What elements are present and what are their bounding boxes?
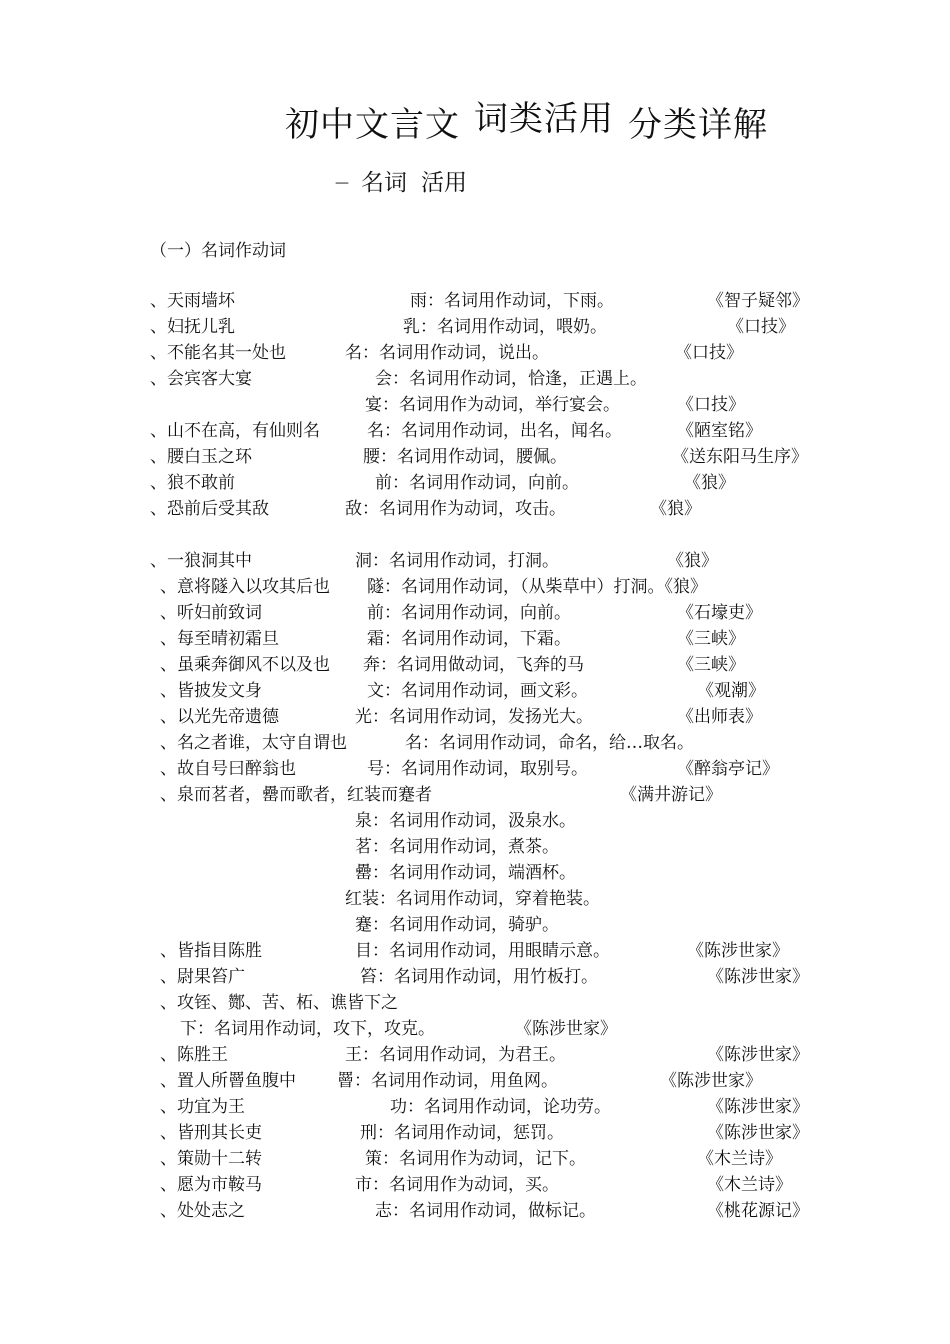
entry-row — [0, 990, 950, 1016]
entry-row — [0, 730, 950, 756]
entry-sentence: 、虽乘奔御风不以及也 — [160, 655, 330, 675]
section-heading: （一）名词作动词 — [150, 241, 286, 261]
entry-explanation: 茗：名词用作动词，煮茶。 — [355, 837, 559, 857]
entry-row — [0, 678, 950, 704]
entry-source: 《口技》 — [675, 343, 743, 363]
entry-sentence: 、皆刑其长吏 — [160, 1123, 262, 1143]
entry-sentence: 、山不在高，有仙则名 — [150, 421, 320, 441]
entry-sentence: 、腰白玉之环 — [150, 447, 252, 467]
entry-sentence: 、泉而茗者，罍而歌者，红装而蹇者 — [160, 785, 432, 805]
entry-explanation: 乳：名词用作动词，喂奶。 — [403, 317, 607, 337]
entry-sentence: 、故自号曰醉翁也 — [160, 759, 296, 779]
entry-sentence: 、置人所罾鱼腹中 — [160, 1071, 296, 1091]
entry-source: 《陈涉世家》 — [707, 1045, 809, 1065]
entry-source: 《狼》 — [684, 473, 735, 493]
subtitle-part: 名词 — [361, 170, 407, 196]
entry-explanation: 敌：名词用作为动词，攻击。 — [345, 499, 566, 519]
entry-row — [0, 860, 950, 886]
entry-explanation: 蹇：名词用作动词，骑驴。 — [355, 915, 559, 935]
entry-row — [0, 1120, 950, 1146]
entry-sentence: 、尉果笞广 — [160, 967, 245, 987]
entry-sentence: 、攻铚、酂、苦、柘、谯皆下之 — [160, 993, 398, 1013]
entry-row — [0, 314, 950, 340]
entry-source: 《口技》 — [677, 395, 745, 415]
entry-explanation: 霜：名词用作动词，下霜。 — [367, 629, 571, 649]
entry-explanation: 功：名词用作动词，论功劳。 — [390, 1097, 611, 1117]
entry-row — [0, 1146, 950, 1172]
entry-row — [0, 340, 950, 366]
entry-sentence: 、愿为市鞍马 — [160, 1175, 262, 1195]
subtitle-marker: — — [335, 175, 349, 191]
entry-source: 《狼》 — [650, 499, 701, 519]
entry-sentence: 、皆指目陈胜 — [160, 941, 262, 961]
entry-explanation: 目：名词用作动词，用眼睛示意。 — [355, 941, 610, 961]
title-part: 词类活用 — [474, 99, 614, 139]
entry-explanation: 腰：名词用作动词，腰佩。 — [363, 447, 567, 467]
entry-row — [0, 834, 950, 860]
entry-source: 《陈涉世家》 — [687, 941, 789, 961]
entry-sentence: 、皆披发文身 — [160, 681, 262, 701]
entry-source: 《木兰诗》 — [707, 1175, 792, 1195]
entry-source: 《三峡》 — [677, 655, 745, 675]
entry-explanation: 红装：名词用作动词，穿着艳装。 — [345, 889, 600, 909]
entry-row — [0, 938, 950, 964]
entry-row — [0, 366, 950, 392]
entry-explanation: 奔：名词用做动词，飞奔的马 — [363, 655, 584, 675]
entry-row — [0, 444, 950, 470]
entry-sentence: 、功宜为王 — [160, 1097, 245, 1117]
title-part: 分类详解 — [628, 105, 768, 145]
entry-explanation: 隧：名词用作动词，（从柴草中）打洞。《狼》 — [367, 577, 707, 597]
entry-row — [0, 1172, 950, 1198]
entry-sentence: 、以光先帝遗德 — [160, 707, 279, 727]
entry-row — [0, 964, 950, 990]
entry-row — [0, 808, 950, 834]
entry-row — [0, 1042, 950, 1068]
entry-row — [0, 470, 950, 496]
entry-row — [0, 782, 950, 808]
entry-row — [0, 600, 950, 626]
entry-explanation: 号：名词用作动词，取别号。 — [367, 759, 588, 779]
entry-sentence: 、每至晴初霜旦 — [160, 629, 279, 649]
entry-explanation: 名：名词用作动词，命名，给…取名。 — [405, 733, 694, 753]
entry-source: 《狼》 — [667, 551, 718, 571]
entry-row — [0, 418, 950, 444]
entry-sentence: 、不能名其一处也 — [150, 343, 286, 363]
entry-explanation: 王：名词用作动词，为君王。 — [345, 1045, 566, 1065]
entry-explanation: 前：名词用作动词，向前。 — [375, 473, 579, 493]
entry-explanation: 志：名词用作动词，做标记。 — [375, 1201, 596, 1221]
entry-sentence: 、听妇前致词 — [160, 603, 262, 623]
entry-source: 《醉翁亭记》 — [677, 759, 779, 779]
entry-row — [0, 1016, 950, 1042]
entry-row — [0, 574, 950, 600]
entry-explanation: 前：名词用作动词，向前。 — [367, 603, 571, 623]
entry-row — [0, 626, 950, 652]
entry-row — [0, 496, 950, 522]
entry-source: 《陋室铭》 — [677, 421, 762, 441]
entry-row — [0, 1198, 950, 1224]
entry-source: 《木兰诗》 — [697, 1149, 782, 1169]
entry-sentence: 、陈胜王 — [160, 1045, 228, 1065]
title-part: 初中文言文 — [285, 105, 460, 145]
entry-explanation: 文：名词用作动词，画文彩。 — [367, 681, 588, 701]
entry-source: 《陈涉世家》 — [660, 1071, 762, 1091]
entry-sentence: 、妇抚儿乳 — [150, 317, 235, 337]
entry-source: 《石壕吏》 — [677, 603, 762, 623]
entry-explanation: 宴：名词用作为动词，举行宴会。 — [365, 395, 620, 415]
entry-sentence: 、狼不敢前 — [150, 473, 235, 493]
entry-row — [0, 756, 950, 782]
entry-explanation: 罍：名词用作动词，端酒杯。 — [355, 863, 576, 883]
entry-row — [0, 652, 950, 678]
entry-explanation: 光：名词用作动词，发扬光大。 — [355, 707, 593, 727]
entry-row — [0, 704, 950, 730]
entry-explanation: 笞：名词用作动词，用竹板打。 — [360, 967, 598, 987]
entry-sentence: 、策勋十二转 — [160, 1149, 262, 1169]
entry-sentence: 、意将隧入以攻其后也 — [160, 577, 330, 597]
entry-explanation: 洞：名词用作动词，打洞。 — [355, 551, 559, 571]
entry-explanation: 泉：名词用作动词，汲泉水。 — [355, 811, 576, 831]
entry-row — [0, 1094, 950, 1120]
entry-sentence: 、天雨墙坏 — [150, 291, 235, 311]
entry-row — [0, 886, 950, 912]
entry-sentence: 、恐前后受其敌 — [150, 499, 269, 519]
entry-row — [0, 392, 950, 418]
entry-explanation: 雨：名词用作动词，下雨。 — [410, 291, 614, 311]
entry-source: 《满井游记》 — [620, 785, 722, 805]
entry-row — [0, 548, 950, 574]
entry-source: 《陈涉世家》 — [707, 1123, 809, 1143]
entry-explanation: 会：名词用作动词，恰逢，正遇上。 — [375, 369, 647, 389]
entry-row — [0, 1068, 950, 1094]
entry-source: 《陈涉世家》 — [515, 1019, 617, 1039]
entry-explanation: 罾：名词用作动词，用鱼网。 — [337, 1071, 558, 1091]
entry-source: 《陈涉世家》 — [707, 1097, 809, 1117]
entry-source: 《观潮》 — [697, 681, 765, 701]
entry-source: 《桃花源记》 — [707, 1201, 809, 1221]
entry-sentence: 、会宾客大宴 — [150, 369, 252, 389]
entry-explanation: 名：名词用作动词，出名，闻名。 — [367, 421, 622, 441]
entry-explanation: 市：名词用作为动词，买。 — [355, 1175, 559, 1195]
subtitle-part: 活用 — [421, 170, 467, 196]
entry-sentence: 、名之者谁，太守自谓也 — [160, 733, 347, 753]
entry-explanation: 刑：名词用作动词，惩罚。 — [360, 1123, 564, 1143]
entry-sentence: 、处处志之 — [160, 1201, 245, 1221]
entry-row — [0, 912, 950, 938]
entry-source: 《智子疑邻》 — [707, 291, 809, 311]
entry-explanation: 名：名词用作动词，说出。 — [345, 343, 549, 363]
entry-sentence: 、一狼洞其中 — [150, 551, 252, 571]
entry-explanation: 策：名词用作为动词，记下。 — [365, 1149, 586, 1169]
entry-source: 《出师表》 — [677, 707, 762, 727]
entry-row — [0, 288, 950, 314]
entry-source: 《送东阳马生序》 — [672, 447, 808, 467]
entry-source: 《陈涉世家》 — [707, 967, 809, 987]
entry-source: 《三峡》 — [677, 629, 745, 649]
entry-sentence: 下：名词用作动词，攻下，攻克。 — [180, 1019, 435, 1039]
entry-source: 《口技》 — [727, 317, 795, 337]
